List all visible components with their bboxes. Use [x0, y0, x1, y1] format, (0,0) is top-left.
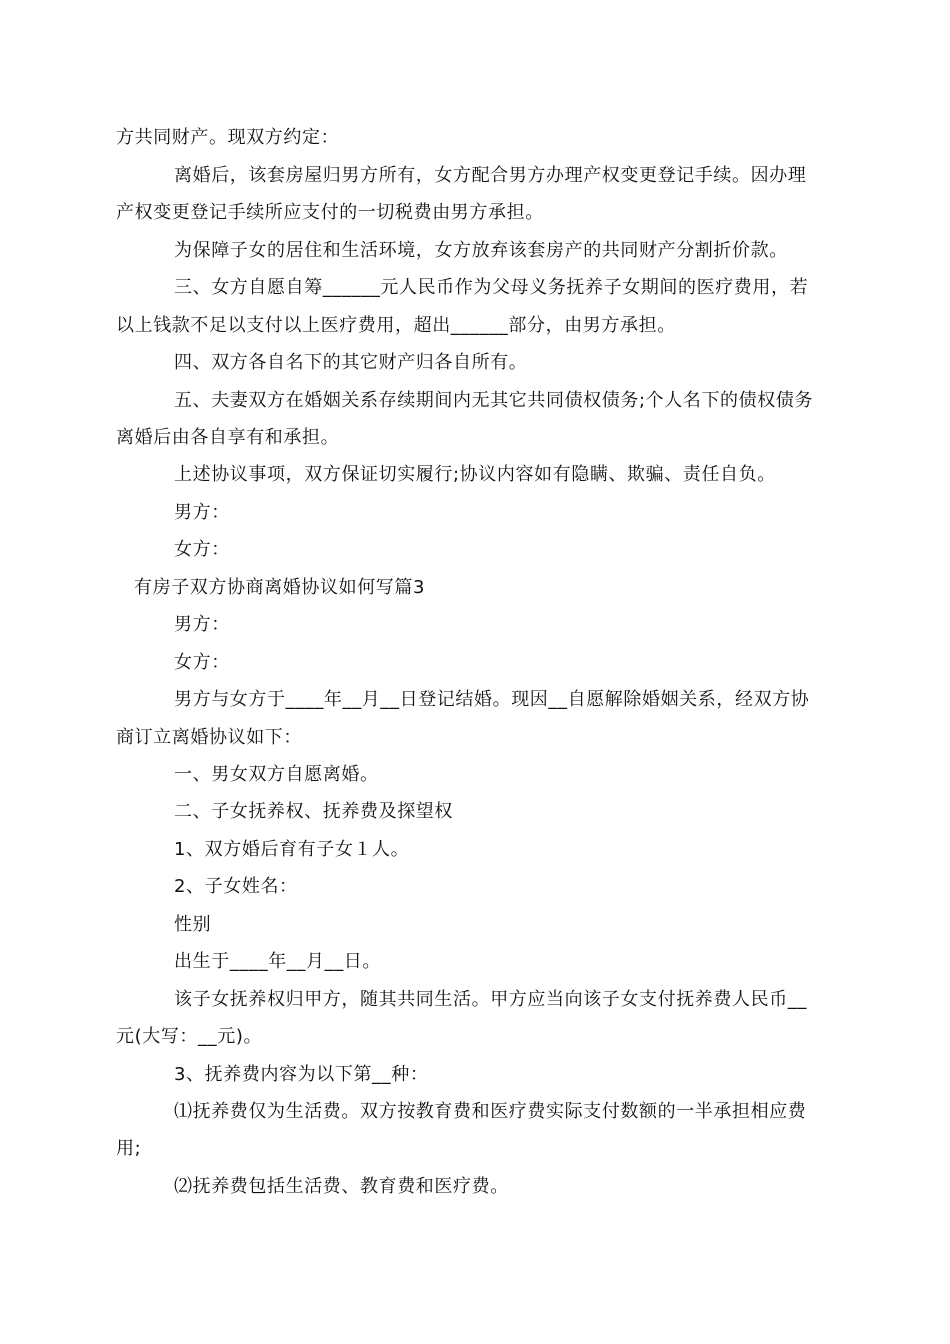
paragraph-line: 以上钱款不足以支付以上医疗费用，超出______部分，由男方承担。	[116, 315, 676, 336]
signature-label-male: 男方：	[174, 502, 230, 523]
signature-label-female: 女方：	[174, 539, 230, 560]
paragraph-line: 一、男女双方自愿离婚。	[174, 764, 379, 785]
paragraph-line: 离婚后，该套房屋归男方所有，女方配合男方办理产权变更登记手续。因办理	[174, 165, 807, 186]
paragraph-line: 男方与女方于____年__月__日登记结婚。现因__自愿解除婚姻关系，经双方协	[174, 689, 810, 710]
paragraph-line: 离婚后由各自享有和承担。	[116, 427, 340, 448]
paragraph-line: 元(大写：__元)。	[116, 1026, 263, 1047]
paragraph-line: 四、双方各自名下的其它财产归各自所有。	[174, 352, 528, 373]
paragraph-line: 1、双方婚后育有子女１人。	[174, 839, 410, 860]
paragraph-line: 五、夫妻双方在婚姻关系存续期间内无其它共同债权债务;个人名下的债权债务	[174, 390, 814, 411]
party-label-female: 女方：	[174, 652, 230, 673]
paragraph-line: 二、子女抚养权、抚养费及探望权	[174, 801, 453, 822]
paragraph-line: 为保障子女的居住和生活环境，女方放弃该套房产的共同财产分割折价款。	[174, 240, 788, 261]
paragraph-line: 性别	[174, 914, 212, 935]
paragraph-line: 方共同财产。现双方约定：	[116, 127, 340, 148]
paragraph-line: ⑵抚养费包括生活费、教育费和医疗费。	[174, 1176, 509, 1197]
paragraph-line: 用;	[116, 1138, 142, 1159]
paragraph-line: 三、女方自愿自筹______元人民币作为父母义务抚养子女期间的医疗费用，若	[174, 277, 809, 298]
paragraph-line: 出生于____年__月__日。	[174, 951, 381, 972]
paragraph-line: 商订立离婚协议如下：	[116, 727, 302, 748]
paragraph-line: 上述协议事项，双方保证切实履行;协议内容如有隐瞒、欺骗、责任自负。	[174, 464, 776, 485]
paragraph-line: ⑴抚养费仅为生活费。双方按教育费和医疗费实际支付数额的一半承担相应费	[174, 1101, 807, 1122]
party-label-male: 男方：	[174, 614, 230, 635]
section-heading: 有房子双方协商离婚协议如何写篇3	[134, 577, 426, 598]
paragraph-line: 产权变更登记手续所应支付的一切税费由男方承担。	[116, 202, 544, 223]
paragraph-line: 该子女抚养权归甲方，随其共同生活。甲方应当向该子女支付抚养费人民币__	[174, 989, 807, 1010]
paragraph-line: 3、抚养费内容为以下第__种：	[174, 1064, 429, 1085]
paragraph-line: 2、子女姓名：	[174, 876, 298, 897]
